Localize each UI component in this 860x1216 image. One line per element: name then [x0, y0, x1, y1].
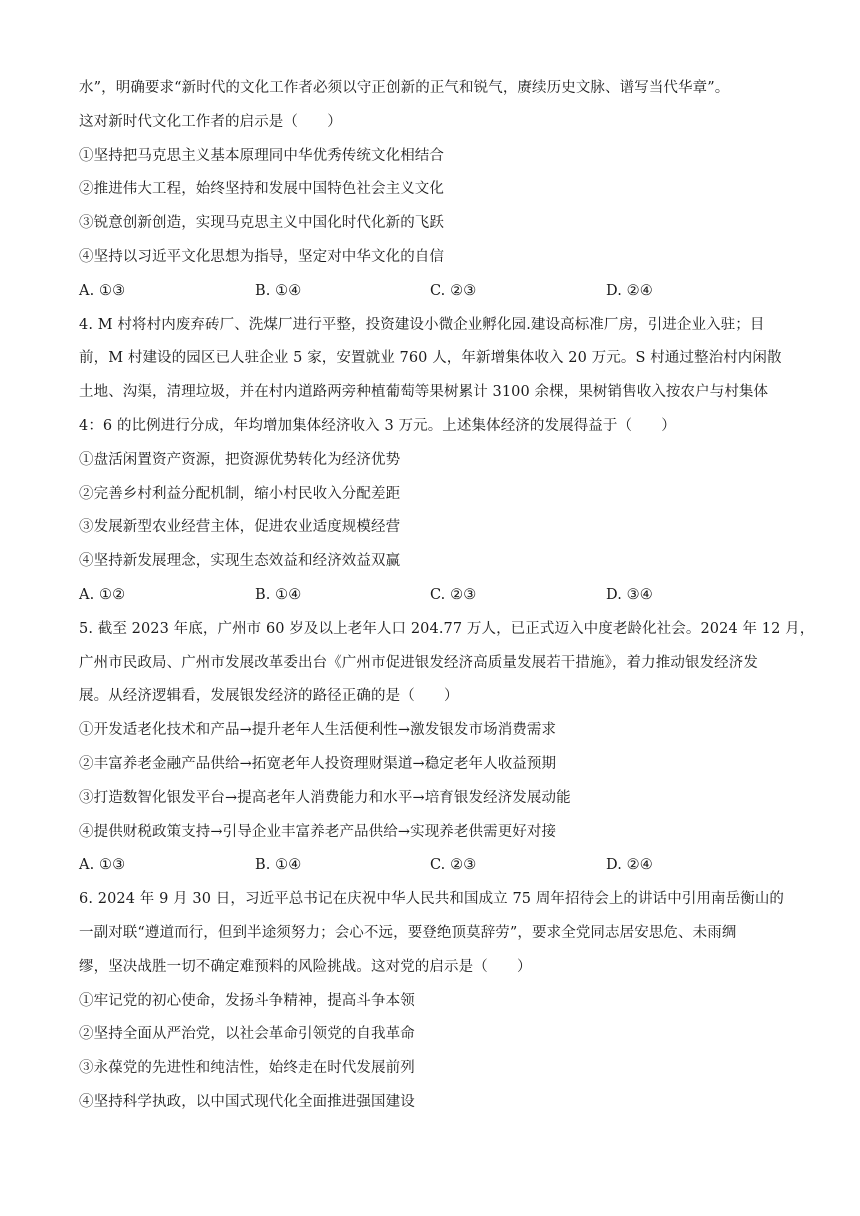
option-d: D. ②④	[606, 857, 653, 874]
statement: ②完善乡村利益分配机制，缩小村民收入分配差距	[79, 485, 401, 502]
question-5	[79, 613, 815, 883]
statement: ③永葆党的先进性和纯洁性，始终走在时代发展前列	[79, 1060, 415, 1077]
statement: ②坚持全面从严治党，以社会革命引领党的自我革命	[79, 1026, 415, 1043]
statement: ②推进伟大工程，始终坚持和发展中国特色社会主义文化	[79, 181, 444, 198]
statement: ③锐意创新创造，实现马克思主义中国化时代化新的飞跃	[79, 215, 444, 232]
question-stem-line: 4：6 的比例进行分成，年均增加集体经济收入 3 万元。上述集体经济的发展得益于（ ）	[79, 417, 676, 434]
option-c: C. ②③	[430, 857, 477, 874]
question-stem-line: 水”，明确要求“新时代的文化工作者必须以守正创新的正气和锐气，赓续历史文脉、谱写当代华章”。	[79, 80, 730, 96]
option-a: A. ①②	[79, 586, 126, 603]
statement: ④坚持新发展理念，实现生态效益和经济效益双赢	[79, 553, 401, 570]
option-c: C. ②③	[430, 282, 477, 299]
question-stem-line: 一副对联“遵道而行，但到半途须努力；会心不远，要登绝顶莫辞劳”，要求全党同志居安思危、未雨绸	[79, 924, 737, 941]
question-4	[79, 309, 785, 613]
question-stem-line: 4. M 村将村内废弃砖厂、洗煤厂进行平整，投资建设小微企业孵化园.建设高标准厂房，引进企业入驻；目	[79, 316, 765, 333]
answer-options	[79, 579, 785, 613]
option-b: B. ①④	[255, 857, 302, 874]
option-c: C. ②③	[430, 586, 477, 603]
statement: ①牢记党的初心使命，发扬斗争精神，提高斗争本领	[79, 992, 415, 1009]
question-stem-line: 缪，坚决战胜一切不确定难预料的风险挑战。这对党的启示是（ ）	[79, 958, 532, 975]
option-d: D. ②④	[606, 282, 653, 299]
option-b: B. ①④	[255, 282, 302, 299]
question-stem-line: 展。从经济逻辑看，发展银发经济的路径正确的是（ ）	[79, 688, 459, 705]
statement: ②丰富养老金融产品供给→拓宽老年人投资理财渠道→稳定老年人收益预期	[79, 755, 557, 772]
exam-page	[79, 72, 815, 1120]
statement: ①开发适老化技术和产品→提升老年人生活便利性→激发银发市场消费需求	[79, 722, 557, 739]
question-3	[79, 72, 785, 309]
question-stem-line: 这对新时代文化工作者的启示是（ ）	[79, 113, 342, 130]
statement: ①盘活闲置资产资源，把资源优势转化为经济优势	[79, 451, 401, 468]
answer-options	[79, 275, 785, 309]
statement: ④坚持科学执政，以中国式现代化全面推进强国建设	[79, 1093, 415, 1110]
option-d: D. ③④	[606, 586, 653, 603]
question-stem-line: 6. 2024 年 9 月 30 日，习近平总书记在庆祝中华人民共和国成立 75 周年招待会上的讲话中引用南岳衡山的	[79, 891, 785, 908]
statement: ④坚持以习近平文化思想为指导，坚定对中华文化的自信	[79, 248, 444, 265]
question-stem-line: 广州市民政局、广州市发展改革委出台《广州市促进银发经济高质量发展若干措施》，着力推动银发经济发	[79, 654, 758, 671]
statement: ④提供财税政策支持→引导企业丰富养老产品供给→实现养老供需更好对接	[79, 823, 557, 840]
question-stem-line: 前，M 村建设的园区已人驻企业 5 家，安置就业 760 人，年新增集体收入 20 万元。S 村通过整治村内闲散	[79, 350, 782, 367]
statement: ③发展新型农业经营主体，促进农业适度规模经营	[79, 519, 401, 536]
statement: ①坚持把马克思主义基本原理同中华优秀传统文化相结合	[79, 147, 444, 164]
option-b: B. ①④	[255, 586, 302, 603]
question-6	[79, 883, 785, 1120]
statement: ③打造数智化银发平台→提高老年人消费能力和水平→培育银发经济发展动能	[79, 789, 571, 806]
question-stem-line: 土地、沟渠，清理垃圾，并在村内道路两旁种植葡萄等果树累计 3100 余棵，果树销售收入按农户与村集体	[79, 384, 769, 401]
answer-options	[79, 849, 785, 883]
option-a: A. ①③	[79, 282, 126, 299]
option-a: A. ①③	[79, 857, 126, 874]
question-stem-line: 5. 截至 2023 年底，广州市 60 岁及以上老年人口 204.77 万人，已正式迈入中度老龄化社会。2024 年 12 月，	[79, 620, 815, 637]
